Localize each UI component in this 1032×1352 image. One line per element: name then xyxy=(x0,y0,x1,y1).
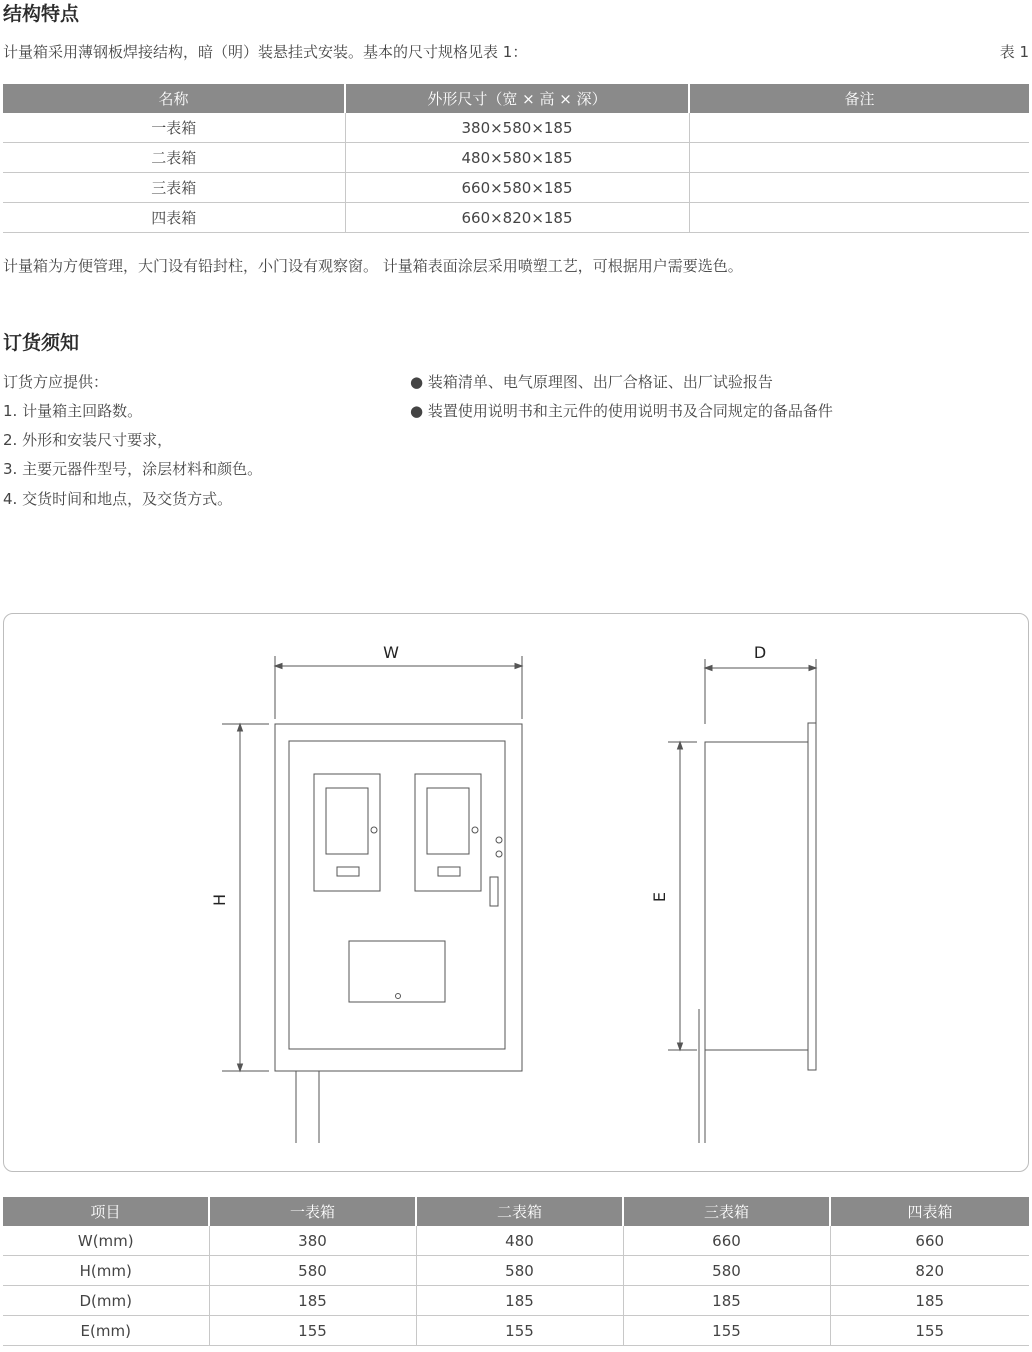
table-cell: 185 xyxy=(416,1286,623,1316)
table-header-cell: 四表箱 xyxy=(830,1197,1029,1226)
table-cell: 580 xyxy=(416,1256,623,1286)
table-header-cell: 二表箱 xyxy=(416,1197,623,1226)
table-header-row xyxy=(3,1197,1029,1226)
table-cell: 820 xyxy=(830,1256,1029,1286)
order-item: 4. 交货时间和地点，及交货方式。 xyxy=(3,490,233,508)
table-cell: 580 xyxy=(209,1256,416,1286)
table-cell: 155 xyxy=(830,1316,1029,1346)
table-row xyxy=(3,1316,1029,1346)
table-cell: 660 xyxy=(623,1226,830,1256)
table-cell: 三表箱 xyxy=(3,173,345,203)
table-cell xyxy=(689,203,1029,233)
order-item: 订货方应提供： xyxy=(3,373,109,391)
delivery-doc-item: ● 装箱清单、电气原理图、出厂合格证、出厂试验报告 xyxy=(410,373,773,391)
table-row xyxy=(3,173,1029,203)
e-label: E xyxy=(650,891,669,903)
table-cell: 185 xyxy=(623,1286,830,1316)
table-cell: 185 xyxy=(830,1286,1029,1316)
table-cell: 380×580×185 xyxy=(345,113,689,143)
dimension-drawing-panel xyxy=(3,613,1029,1172)
table-header-cell: 一表箱 xyxy=(209,1197,416,1226)
cabinet-dimension-drawing xyxy=(4,614,1028,1171)
table-cell: 660×820×185 xyxy=(345,203,689,233)
structure-note: 计量箱为方便管理，大门设有铅封柱，小门设有观察窗。 计量箱表面涂层采用喷塑工艺，可根据用户需要选色。 xyxy=(3,257,743,275)
table-header-cell: 三表箱 xyxy=(623,1197,830,1226)
table-cell: 580 xyxy=(623,1256,830,1286)
table-cell: D(mm) xyxy=(3,1286,209,1316)
dimension-table xyxy=(3,1197,1029,1346)
table-cell xyxy=(689,113,1029,143)
table-cell: 660×580×185 xyxy=(345,173,689,203)
table-cell: 185 xyxy=(209,1286,416,1316)
table-cell xyxy=(689,143,1029,173)
table-header-cell: 外形尺寸（宽 × 高 × 深） xyxy=(345,84,689,113)
table-cell: 155 xyxy=(623,1316,830,1346)
order-item: 2. 外形和安装尺寸要求， xyxy=(3,431,173,449)
table-row xyxy=(3,113,1029,143)
table-cell: 一表箱 xyxy=(3,113,345,143)
table-cell xyxy=(689,173,1029,203)
table-header-row xyxy=(3,84,1029,113)
table-header-cell: 名称 xyxy=(3,84,345,113)
section-title-order: 订货须知 xyxy=(3,332,80,354)
table-cell: 660 xyxy=(830,1226,1029,1256)
size-spec-table xyxy=(3,84,1029,233)
table-cell: W(mm) xyxy=(3,1226,209,1256)
delivery-doc-item: ● 装置使用说明书和主元件的使用说明书及合同规定的备品备件 xyxy=(410,402,833,420)
table-header-cell: 备注 xyxy=(689,84,1029,113)
table-cell: 480 xyxy=(416,1226,623,1256)
table-row xyxy=(3,1226,1029,1256)
height-label: H xyxy=(210,893,229,907)
table-row xyxy=(3,203,1029,233)
table-cell: 380 xyxy=(209,1226,416,1256)
table-label: 表 1 xyxy=(999,43,1029,61)
table-row xyxy=(3,143,1029,173)
table-header-cell: 项目 xyxy=(3,1197,209,1226)
table-cell: H(mm) xyxy=(3,1256,209,1286)
depth-label: D xyxy=(753,643,767,662)
section-title-structure: 结构特点 xyxy=(3,3,80,25)
table-cell: 四表箱 xyxy=(3,203,345,233)
structure-intro: 计量箱采用薄钢板焊接结构，暗（明）装悬挂式安装。基本的尺寸规格见表 1： xyxy=(3,43,528,61)
table-cell: 155 xyxy=(416,1316,623,1346)
table-cell: 二表箱 xyxy=(3,143,345,173)
table-cell: 480×580×185 xyxy=(345,143,689,173)
table-row xyxy=(3,1256,1029,1286)
order-item: 3. 主要元器件型号，涂层材料和颜色。 xyxy=(3,460,263,478)
order-item: 1. 计量箱主回路数。 xyxy=(3,402,143,420)
table-cell: 155 xyxy=(209,1316,416,1346)
table-row xyxy=(3,1286,1029,1316)
width-label: W xyxy=(383,643,399,662)
table-cell: E(mm) xyxy=(3,1316,209,1346)
